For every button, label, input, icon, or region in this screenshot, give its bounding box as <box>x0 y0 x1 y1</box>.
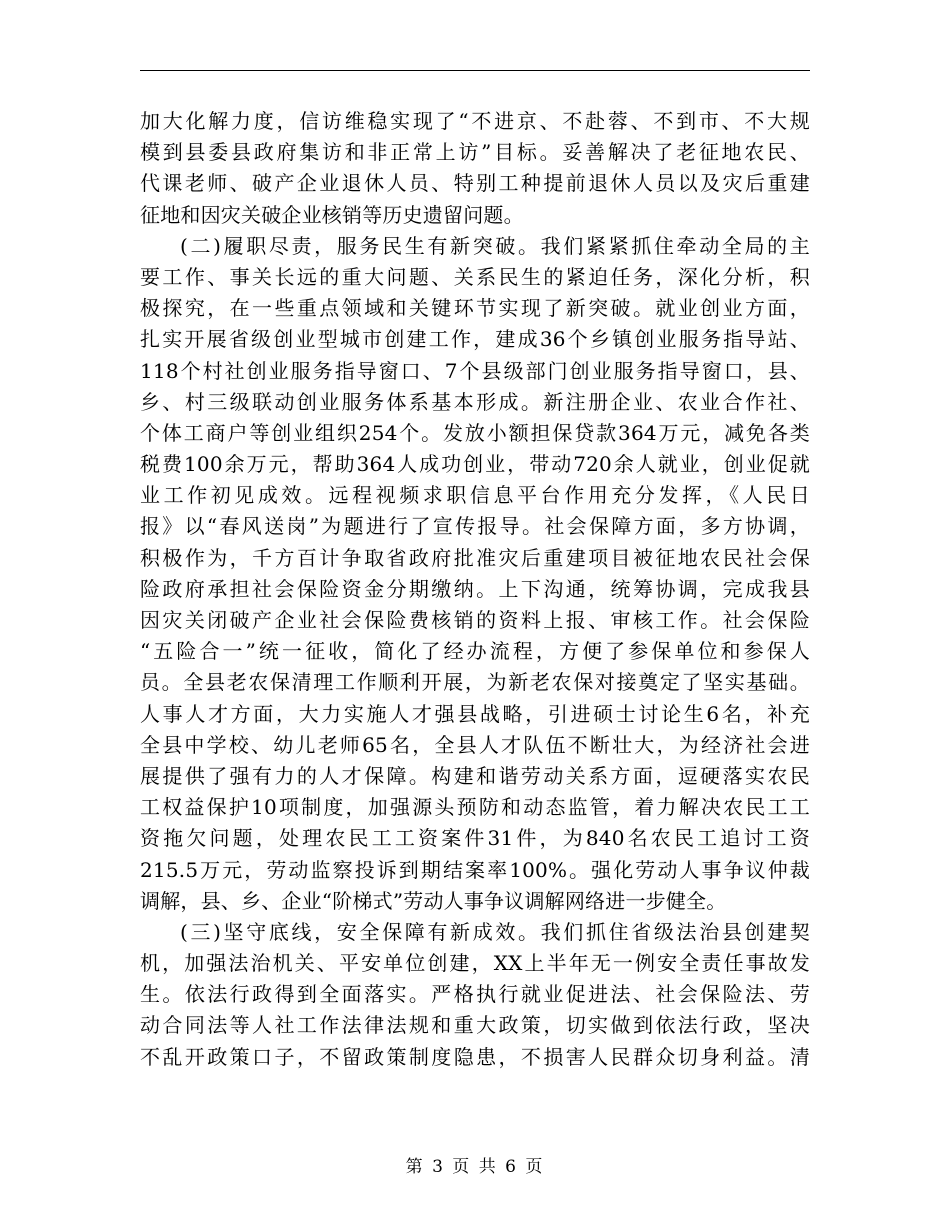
text-line: 资拖欠问题，处理农民工工资案件31件，为840名农民工追讨工资 <box>140 826 810 851</box>
header-rule <box>140 70 810 71</box>
text-line: 个体工商户等创业组织254个。发放小额担保贷款364万元，减免各类 <box>140 420 810 445</box>
text-line: 人事人才方面，大力实施人才强县战略，引进硕士讨论生6名，补充 <box>140 701 810 726</box>
text-line: 报》以“春风送岗”为题进行了宣传报导。社会保障方面，多方协调， <box>140 514 810 539</box>
text-line: 税费100余万元，帮助364人成功创业，带动720余人就业，创业促就 <box>140 452 810 477</box>
text-line: 全县中学校、幼儿老师65名，全县人才队伍不断壮大，为经济社会进 <box>140 732 810 757</box>
text-line: 模到县委县政府集访和非正常上访”目标。妥善解决了老征地农民、 <box>140 140 810 165</box>
text-line: 215.5万元，劳动监察投诉到期结案率100%。强化劳动人事争议仲裁 <box>140 857 810 882</box>
text-line: 动合同法等人社工作法律法规和重大政策，切实做到依法行政，坚决 <box>140 1013 810 1038</box>
text-line: (二)履职尽责，服务民生有新突破。我们紧紧抓住牵动全局的主 <box>180 233 810 258</box>
text-line: 代课老师、破产企业退休人员、特别工种提前退休人员以及灾后重建 <box>140 171 810 196</box>
text-line: 员。全县老农保清理工作顺利开展，为新老农保对接奠定了坚实基础。 <box>140 670 810 695</box>
text-line: 极探究，在一些重点领域和关键环节实现了新突破。就业创业方面， <box>140 296 810 321</box>
text-line: 不乱开政策口子，不留政策制度隐患，不损害人民群众切身利益。清 <box>140 1044 810 1069</box>
text-line: 扎实开展省级创业型城市创建工作，建成36个乡镇创业服务指导站、 <box>140 327 810 352</box>
text-line: (三)坚守底线，安全保障有新成效。我们抓住省级法治县创建契 <box>180 919 810 944</box>
text-line: 调解，县、乡、企业“阶梯式”劳动人事争议调解网络进一步健全。 <box>140 888 727 913</box>
text-line: 业工作初见成效。远程视频求职信息平台作用充分发挥，《人民日 <box>140 483 810 508</box>
text-line: 要工作、事关长远的重大问题、关系民生的紧迫任务，深化分析，积 <box>140 264 810 289</box>
text-line: 积极作为，千方百计争取省政府批准灾后重建项目被征地农民社会保 <box>140 545 810 570</box>
text-line: 机，加强法治机关、平安单位创建，XX上半年无一例安全责任事故发 <box>140 951 810 976</box>
text-line: 展提供了强有力的人才保障。构建和谐劳动关系方面，逗硬落实农民 <box>140 763 810 788</box>
body-text <box>140 106 810 1073</box>
text-line: 险政府承担社会保险资金分期缴纳。上下沟通，统筹协调，完成我县 <box>140 576 810 601</box>
text-line: 加大化解力度，信访维稳实现了“不进京、不赴蓉、不到市、不大规 <box>140 109 810 133</box>
text-line: “五险合一”统一征收，简化了经办流程，方便了参保单位和参保人 <box>140 639 810 664</box>
text-line: 工权益保护10项制度，加强源头预防和动态监管，着力解决农民工工 <box>140 795 810 820</box>
text-line: 因灾关闭破产企业社会保险费核销的资料上报、审核工作。社会保险 <box>140 608 810 632</box>
text-line: 118个村社创业服务指导窗口、7个县级部门创业服务指导窗口，县、 <box>140 358 810 383</box>
page-number-footer: 第 3 页 共 6 页 <box>405 1157 545 1177</box>
text-line: 乡、村三级联动创业服务体系基本形成。新注册企业、农业合作社、 <box>140 389 810 414</box>
text-line: 征地和因灾关破企业核销等历史遗留问题。 <box>140 202 524 227</box>
text-line: 生。依法行政得到全面落实。严格执行就业促进法、社会保险法、劳 <box>140 982 810 1007</box>
